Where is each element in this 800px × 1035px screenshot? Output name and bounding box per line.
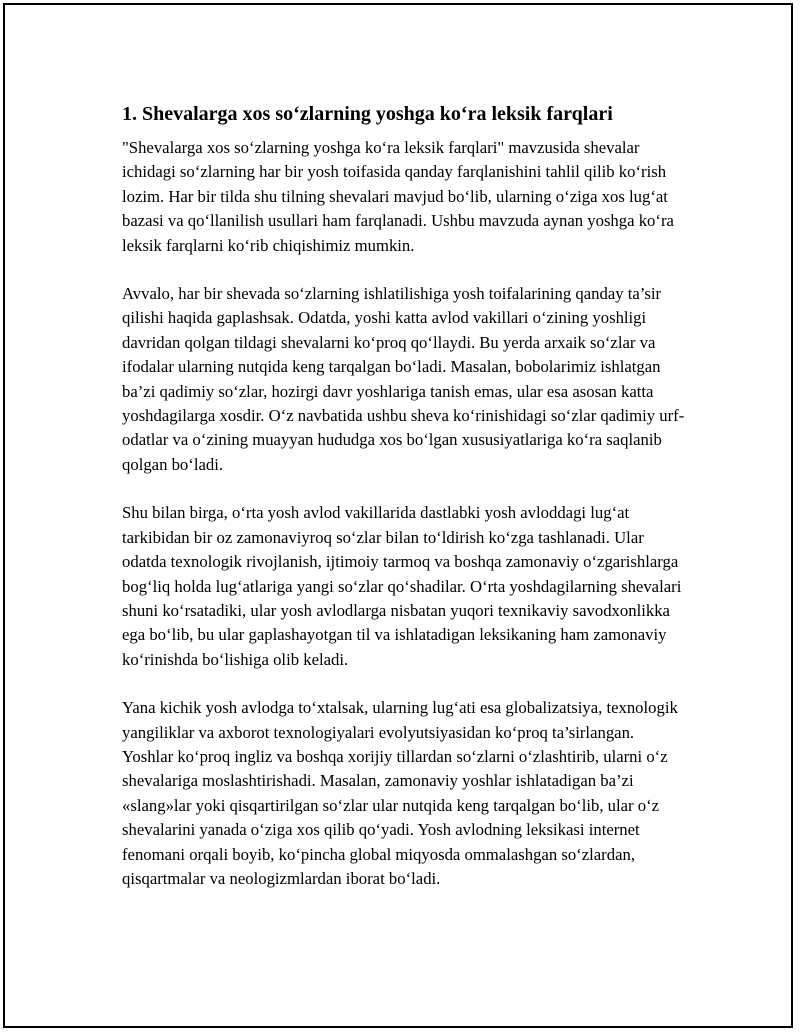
paragraph-4: Yana kichik yosh avlodga to‘xtalsak, ularning lug‘ati esa globalizatsiya, texnologik yangiliklar va axborot texnologiyalari evolyutsiyasidan ko‘proq ta’sirlangan. Yoshlar ko‘proq ingliz va boshqa xorijiy tillardan so‘zlarni o‘zlashtirib, ularni o‘z shevalariga moslashtirishadi. Masalan, zamonaviy yoshlar ishlatadigan ba’zi «slang»lar yoki qisqartirilgan so‘zlar ular nutqida keng tarqalgan bo‘lib, ular o‘z shevalarini yanada o‘ziga xos qilib qo‘yadi. Yosh avlodning leksikasi internet fenomani orqali boyib, ko‘pincha global miqyosda ommalashgan so‘zlardan, qisqartmalar va neologizmlardan iborat bo‘ladi. (122, 698, 678, 888)
section-heading: 1. Shevalarga xos so‘zlarning yoshga ko‘ra leksik farqlari (122, 103, 613, 125)
paragraph-3: Shu bilan birga, o‘rta yosh avlod vakillarida dastlabki yosh avloddagi lug‘at tarkibidan bir oz zamonaviyroq so‘zlar bilan to‘ldirish ko‘zga tashlanadi. Ular odatda texnologik rivojlanish, ijtimoiy tarmoq va boshqa zamonaviy o‘zgarishlarga bog‘liq holda lug‘atlariga yangi so‘zlar qo‘shadilar. O‘rta yoshdagilarning shevalari shuni ko‘rsatadiki, ular yosh avlodlarga nisbatan yuqori texnikaviy savodxonlikka ega bo‘lib, bu ular gaplashayotgan til va ishlatadigan leksikaning ham zamonaviy ko‘rinishda bo‘lishiga olib keladi. (122, 503, 682, 669)
page-frame (3, 3, 793, 1028)
document-body (122, 101, 688, 891)
paragraph-1: "Shevalarga xos so‘zlarning yoshga ko‘ra leksik farqlari" mavzusida shevalar ichidagi so‘zlarning har bir yosh toifasida qanday farqlanishini tahlil qilib ko‘rish lozim. Har bir tilda shu tilning shevalari mavjud bo‘lib, ularning o‘ziga xos lug‘at bazasi va qo‘llanilish usullari ham farqlanadi. Ushbu mavzuda aynan yoshga ko‘ra leksik farqlarni ko‘rib chiqishimiz mumkin. (122, 138, 674, 255)
paragraph-2: Avvalo, har bir shevada so‘zlarning ishlatilishiga yosh toifalarining qanday ta’sir qilishi haqida gaplashsak. Odatda, yoshi katta avlod vakillari o‘zining yoshligi davridan qolgan tildagi shevalarni ko‘proq qo‘llaydi. Bu yerda arxaik so‘zlar va ifodalar ularning nutqida keng tarqalgan bo‘ladi. Masalan, bobolarimiz ishlatgan ba’zi qadimiy so‘zlar, hozirgi davr yoshlariga tanish emas, ular esa asosan katta yoshdagilarga xosdir. O‘z navbatida ushbu sheva ko‘rinishidagi so‘zlar qadimiy urf-odatlar va o‘zining muayyan hududga xos bo‘lgan xususiyatlariga ko‘ra saqlanib qolgan bo‘ladi. (122, 284, 685, 474)
